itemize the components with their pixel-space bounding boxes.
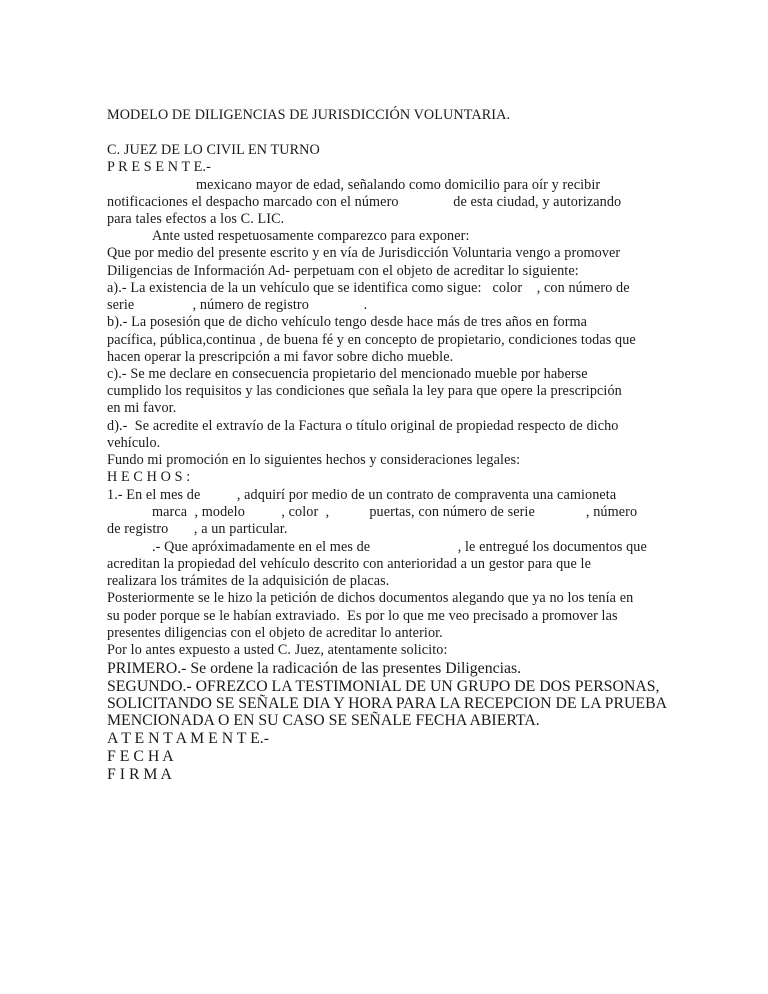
atentamente-line: A T E N T A M E N T E.- [107, 730, 269, 747]
body-line: marca , modelo , color , puertas, con número de serie , número [152, 504, 638, 520]
body-line: Ante usted respetuosamente comparezco para exponer: [152, 228, 470, 244]
body-line: c).- Se me declare en consecuencia propietario del mencionado mueble por haberse [107, 366, 588, 382]
body-line: notificaciones el despacho marcado con el número de esta ciudad, y autorizando [107, 194, 622, 210]
segundo-line: SOLICITANDO SE SEÑALE DIA Y HORA PARA LA RECEPCION DE LA PRUEBA [107, 695, 668, 712]
body-line: Diligencias de Información Ad- perpetuam con el objeto de acreditar lo siguiente: [107, 263, 579, 279]
document-title: MODELO DE DILIGENCIAS DE JURISDICCIÓN VOLUNTARIA. [107, 107, 511, 123]
body-line: vehículo. [107, 435, 161, 451]
presente-line: P R E S E N T E.- [107, 159, 211, 175]
body-line: de registro , a un particular. [107, 521, 288, 537]
segundo-line: MENCIONADA O EN SU CASO SE SEÑALE FECHA ABIERTA. [107, 712, 540, 729]
body-line: d).- Se acredite el extravío de la Factura o título original de propiedad respecto de dicho [107, 418, 619, 434]
body-line: realizara los trámites de la adquisición de placas. [107, 573, 390, 589]
addressee: C. JUEZ DE LO CIVIL EN TURNO [107, 142, 320, 158]
body-line: acreditan la propiedad del vehículo descrito con anterioridad a un gestor para que le [107, 556, 591, 572]
body-line: su poder porque se le habían extraviado. Es por lo que me veo precisado a promover las [107, 608, 618, 624]
body-line: Que por medio del presente escrito y en vía de Jurisdicción Voluntaria vengo a promover [107, 245, 621, 261]
body-line: .- Que apróximadamente en el mes de , le entregué los documentos que [152, 539, 647, 555]
body-line: en mi favor. [107, 400, 177, 416]
body-line: Posteriormente se le hizo la petición de dichos documentos alegando que ya no los tenía en [107, 590, 634, 606]
body-line: cumplido los requisitos y las condiciones que señala la ley para que opere la prescripción [107, 383, 622, 399]
body-line: pacífica, pública,continua , de buena fé y en concepto de propietario, condiciones todas que [107, 332, 636, 348]
firma-line: F I R M A [107, 766, 172, 783]
fecha-line: F E C H A [107, 748, 174, 765]
body-line: para tales efectos a los C. LIC. [107, 211, 285, 227]
body-line: 1.- En el mes de , adquirí por medio de un contrato de compraventa una camioneta [107, 487, 617, 503]
body-line: Por lo antes expuesto a usted C. Juez, atentamente solicito: [107, 642, 448, 658]
body-line: mexicano mayor de edad, señalando como domicilio para oír y recibir [196, 177, 601, 193]
body-line: a).- La existencia de la un vehículo que se identifica como sigue: color , con número de [107, 280, 630, 296]
body-line: hacen operar la prescripción a mi favor sobre dicho mueble. [107, 349, 454, 365]
body-line: Fundo mi promoción en lo siguientes hechos y consideraciones legales: [107, 452, 521, 468]
segundo-line: SEGUNDO.- OFREZCO LA TESTIMONIAL DE UN GRUPO DE DOS PERSONAS, [107, 678, 660, 695]
body-line: presentes diligencias con el objeto de acreditar lo anterior. [107, 625, 443, 641]
hechos-heading: H E C H O S : [107, 469, 191, 485]
primero-line: PRIMERO.- Se ordene la radicación de las presentes Diligencias. [107, 660, 522, 677]
body-line: b).- La posesión que de dicho vehículo tengo desde hace más de tres años en forma [107, 314, 588, 330]
body-line: serie , número de registro . [107, 297, 368, 313]
